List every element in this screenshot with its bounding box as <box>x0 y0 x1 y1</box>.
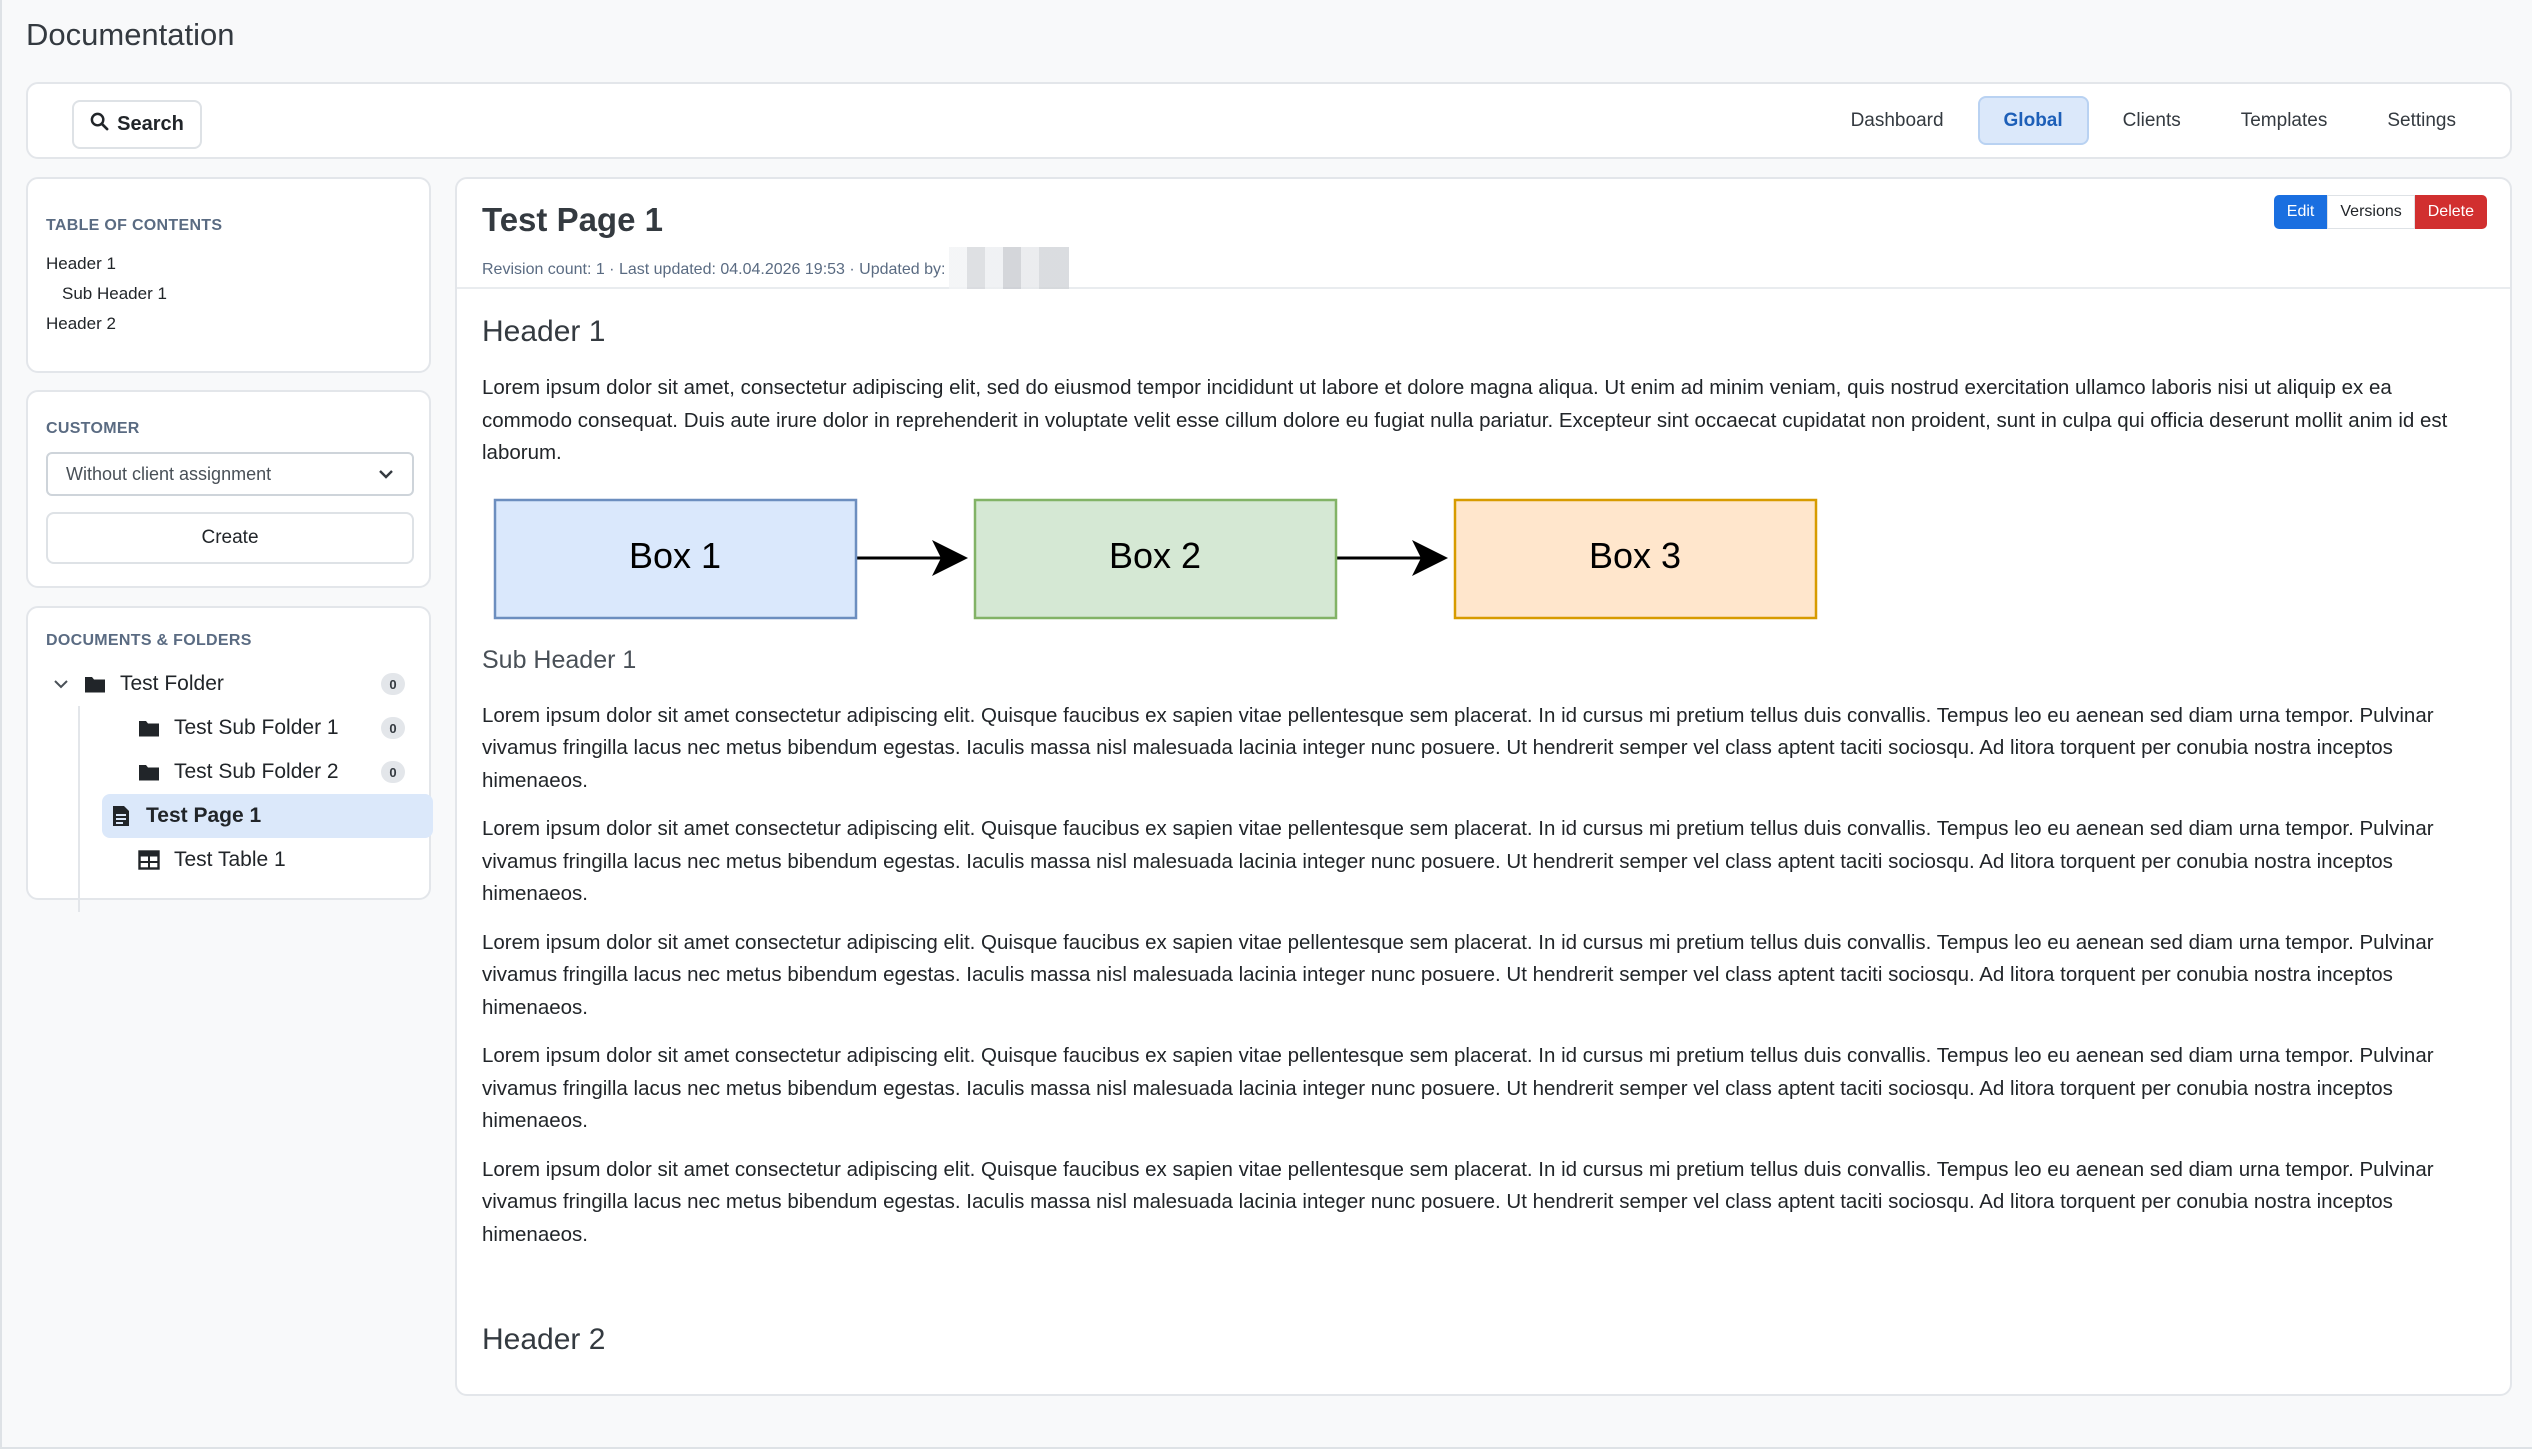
page-title: Test Page 1 <box>482 201 663 238</box>
customer-select[interactable] <box>46 452 414 496</box>
toc-heading: TABLE OF CONTENTS <box>46 217 223 234</box>
customer-card <box>26 390 431 588</box>
nav-settings[interactable]: Settings <box>2387 109 2456 131</box>
tree-item-test-table-1[interactable] <box>46 838 411 882</box>
toc-item-header-2[interactable]: Header 2 <box>46 314 116 333</box>
table-icon <box>138 849 160 871</box>
body-paragraph: Lorem ipsum dolor sit amet consectetur adipiscing elit. Quisque faucibus ex sapien vitae pellentesque sem placerat. In id cursus mi pretium tellus duis convallis. Tempus leo eu aenean sed diam urna tempor. Pulvinar vivamus fringilla lacus nec metus bibendum egestas. Iaculis massa nisl malesuada lacinia integer nunc posuere. Ut hendrerit semper vel class aptent taciti sociosqu. Ad litora torquent per conubia nostra inceptos himenaeos. <box>482 930 2434 1019</box>
updated-by-avatar <box>949 247 1069 289</box>
nav-templates[interactable]: Templates <box>2240 109 2328 131</box>
toc-list <box>46 249 411 339</box>
heading-header-1: Header 1 <box>482 315 606 348</box>
versions-button[interactable]: Versions <box>2327 195 2414 229</box>
count-badge: 0 <box>381 717 405 739</box>
delete-button[interactable]: Delete <box>2415 195 2487 229</box>
toc-item-sub-header-1[interactable]: Sub Header 1 <box>62 284 167 303</box>
document-icon <box>112 805 134 827</box>
revision-meta: Revision count: 1 · Last updated: 04.04.2026 19:53 · Updated by: <box>482 261 946 279</box>
nav-clients[interactable]: Clients <box>2122 109 2181 131</box>
body-paragraph: Lorem ipsum dolor sit amet consectetur adipiscing elit. Quisque faucibus ex sapien vitae pellentesque sem placerat. In id cursus mi pretium tellus duis convallis. Tempus leo eu aenean sed diam urna tempor. Pulvinar vivamus fringilla lacus nec metus bibendum egestas. Iaculis massa nisl malesuada lacinia integer nunc posuere. Ut hendrerit semper vel class aptent taciti sociosqu. Ad litora torquent per conubia nostra inceptos himenaeos. <box>482 817 2434 905</box>
nav-dashboard[interactable]: Dashboard <box>1850 109 1944 131</box>
nav-global[interactable]: Global <box>1978 96 2089 145</box>
page-actions <box>2274 195 2487 229</box>
flow-diagram <box>482 498 2480 622</box>
tree-item-test-page-1[interactable] <box>102 794 433 838</box>
nav-links <box>1825 96 2482 145</box>
page-meta <box>482 249 1069 291</box>
document-tree <box>46 662 411 882</box>
search-label: Search <box>117 113 184 135</box>
top-navbar <box>26 82 2512 159</box>
tree-item-label: Test Page 1 <box>146 804 262 827</box>
box-label: Box 2 <box>1108 534 1202 576</box>
body-paragraph: Lorem ipsum dolor sit amet consectetur adipiscing elit. Quisque faucibus ex sapien vitae pellentesque sem placerat. In id cursus mi pretium tellus duis convallis. Tempus leo eu aenean sed diam urna tempor. Pulvinar vivamus fringilla lacus nec metus bibendum egestas. Iaculis massa nisl malesuada lacinia integer nunc posuere. Ut hendrerit semper vel class aptent taciti sociosqu. Ad litora torquent per conubia nostra inceptos himenaeos. <box>482 1157 2434 1246</box>
diagram-box-1 <box>495 500 856 618</box>
toc-card <box>26 177 431 373</box>
box-label: Box 1 <box>628 534 722 576</box>
folder-icon <box>84 673 106 695</box>
body-paragraph: Lorem ipsum dolor sit amet consectetur adipiscing elit. Quisque faucibus ex sapien vitae pellentesque sem placerat. In id cursus mi pretium tellus duis convallis. Tempus leo eu aenean sed diam urna tempor. Pulvinar vivamus fringilla lacus nec metus bibendum egestas. Iaculis massa nisl malesuada lacinia integer nunc posuere. Ut hendrerit semper vel class aptent taciti sociosqu. Ad litora torquent per conubia nostra inceptos himenaeos. <box>482 1044 2434 1132</box>
chevron-down-icon <box>378 464 394 485</box>
count-badge: 0 <box>381 673 405 695</box>
diagram-box-2 <box>975 500 1336 618</box>
tree-item-label: Test Sub Folder 1 <box>174 716 339 739</box>
toc-item-header-1[interactable]: Header 1 <box>46 254 116 273</box>
heading-sub-header-1: Sub Header 1 <box>482 645 637 674</box>
paragraph-list <box>482 700 2480 1252</box>
search-icon <box>90 112 109 137</box>
tree-item-label: Test Table 1 <box>174 848 286 871</box>
heading-header-2: Header 2 <box>482 1323 606 1356</box>
intro-paragraph: Lorem ipsum dolor sit amet, consectetur adipiscing elit, sed do eiusmod tempor incididunt ut labore et dolore magna aliqua. Ut enim ad minim veniam, quis nostrud exercitation ullamco laboris nisi ut aliquip ex ea commodo consequat. Duis aute irure dolor in reprehenderit in voluptate velit esse cillum dolore eu fugiat nulla pariatur. Excepteur sint occaecat cupidatat non proident, sunt in culpa qui officia deserunt mollit anim id est laborum. <box>482 376 2448 464</box>
create-button[interactable]: Create <box>46 512 414 564</box>
app-title: Documentation <box>26 17 235 52</box>
edit-button[interactable]: Edit <box>2274 195 2328 229</box>
customer-heading: CUSTOMER <box>46 420 140 437</box>
tree-item-test-sub-folder-2[interactable] <box>46 750 411 794</box>
page-header <box>457 179 2510 289</box>
box-label: Box 3 <box>1588 534 1682 576</box>
diagram-box-3 <box>1455 500 1816 618</box>
customer-select-value: Without client assignment <box>66 463 272 484</box>
documents-card <box>26 606 431 900</box>
chevron-down-icon[interactable] <box>52 673 70 695</box>
page-card <box>455 177 2512 1396</box>
tree-item-test-folder[interactable] <box>46 662 411 706</box>
folder-icon <box>138 761 160 783</box>
search-button[interactable] <box>72 100 202 149</box>
body-paragraph: Lorem ipsum dolor sit amet consectetur adipiscing elit. Quisque faucibus ex sapien vitae pellentesque sem placerat. In id cursus mi pretium tellus duis convallis. Tempus leo eu aenean sed diam urna tempor. Pulvinar vivamus fringilla lacus nec metus bibendum egestas. Iaculis massa nisl malesuada lacinia integer nunc posuere. Ut hendrerit semper vel class aptent taciti sociosqu. Ad litora torquent per conubia nostra inceptos himenaeos. <box>482 703 2434 792</box>
folder-icon <box>138 717 160 739</box>
tree-item-label: Test Sub Folder 2 <box>174 760 339 783</box>
tree-item-test-sub-folder-1[interactable] <box>46 706 411 750</box>
count-badge: 0 <box>381 761 405 783</box>
documents-heading: DOCUMENTS & FOLDERS <box>46 632 252 649</box>
tree-item-label: Test Folder <box>120 672 224 695</box>
page-content <box>457 315 2510 1357</box>
